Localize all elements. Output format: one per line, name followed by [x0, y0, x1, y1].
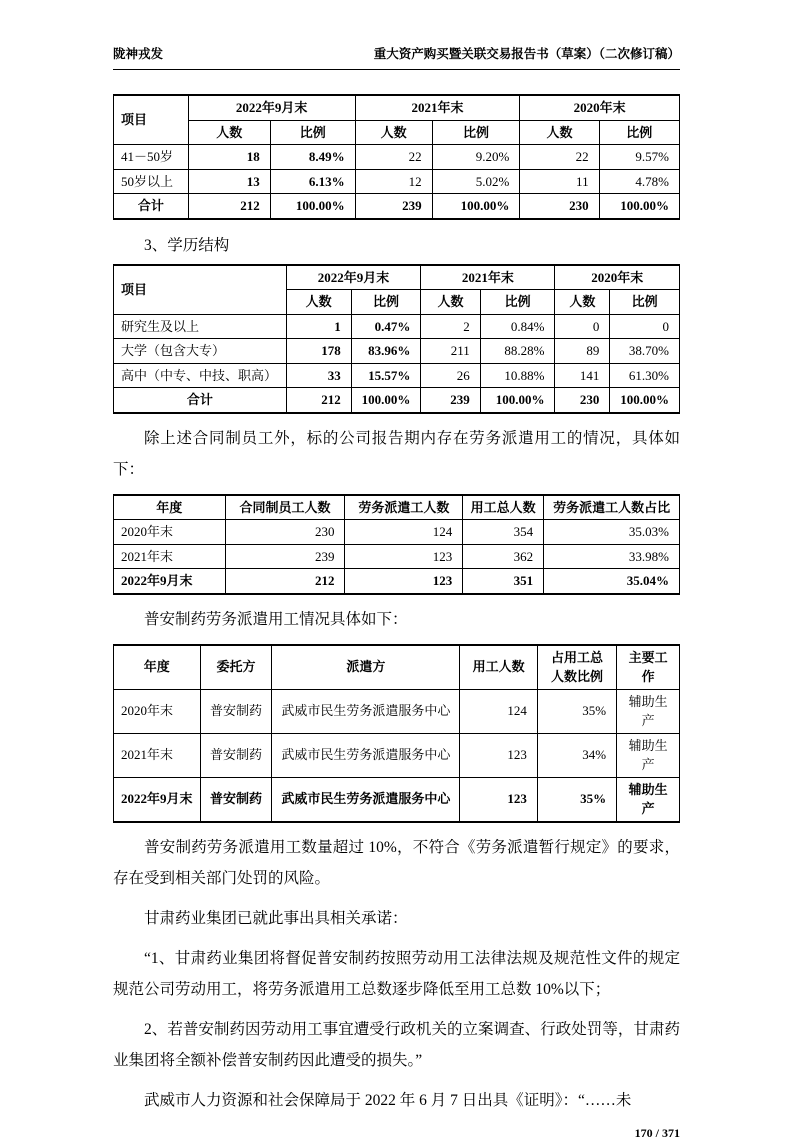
table-cell: 100.00%	[610, 388, 680, 413]
column-header-count: 人数	[286, 290, 351, 315]
table-cell: 辅助生产	[617, 733, 680, 777]
table-cell: 89	[555, 339, 610, 364]
column-header-year: 年度	[114, 645, 201, 690]
table-cell: 普安制药	[200, 777, 272, 822]
table-cell: 35.04%	[544, 569, 680, 594]
column-header-dispatcher: 派遣方	[272, 645, 460, 690]
table-cell: 11	[520, 169, 599, 194]
table-row	[114, 363, 680, 388]
table-cell: 高中（中专、中技、职高）	[114, 363, 287, 388]
table-row	[114, 169, 680, 194]
table-cell: 239	[225, 544, 345, 569]
table-cell: 0	[610, 314, 680, 339]
table-total-row	[114, 388, 680, 413]
table-cell: 211	[421, 339, 480, 364]
table-cell: 18	[188, 145, 270, 170]
paragraph-commitment-1: “1、甘肃药业集团将督促普安制药按照劳动用工法律法规及规范性文件的规定规范公司劳动用工，将劳务派遣用工总数逐步降低至用工总数 10%以下；	[113, 949, 680, 998]
table-cell: 123	[460, 733, 538, 777]
table-cell: 33	[286, 363, 351, 388]
paragraph-risk: 普安制药劳务派遣用工数量超过 10%，不符合《劳务派遣暂行规定》的要求，存在受到相关部门处罚的风险。	[113, 838, 680, 887]
column-header-period-2020: 2020年末	[520, 95, 680, 120]
table-cell: 研究生及以上	[114, 314, 287, 339]
paragraph-commitment-2: 2、若普安制药因劳动用工事宜遭受行政机关的立案调查、行政处罚等，甘肃药业集团将全额补偿普安制药因此遭受的损失。”	[113, 1020, 680, 1069]
table-cell: 230	[555, 388, 610, 413]
table-cell: 41－50岁	[114, 145, 189, 170]
table-cell: 38.70%	[610, 339, 680, 364]
table-header-row	[114, 645, 680, 690]
column-header-item: 项目	[114, 265, 287, 315]
header-company-name: 陇神戎发	[113, 47, 164, 61]
table-cell: 8.49%	[270, 145, 355, 170]
table-cell: 5.02%	[432, 169, 520, 194]
table-cell: 9.57%	[599, 145, 679, 170]
table-cell: 9.20%	[432, 145, 520, 170]
table-cell: 212	[286, 388, 351, 413]
column-header-worker-count: 用工人数	[460, 645, 538, 690]
column-header-ratio: 比例	[432, 120, 520, 145]
table-cell: 2	[421, 314, 480, 339]
table-cell: 合计	[114, 388, 287, 413]
table-cell: 100.00%	[270, 194, 355, 219]
column-header-period-2021: 2021年末	[421, 265, 555, 290]
table-cell: 普安制药	[200, 689, 272, 733]
table-cell: 100.00%	[599, 194, 679, 219]
table-cell: 22	[355, 145, 432, 170]
table-cell: 10.88%	[480, 363, 555, 388]
page-number: 170 / 371	[634, 1125, 680, 1140]
column-header-period-2020: 2020年末	[555, 265, 680, 290]
table-cell: 33.98%	[544, 544, 680, 569]
table-row	[114, 339, 680, 364]
paragraph-dispatch-intro: 除上述合同制员工外，标的公司报告期内存在劳务派遣用工的情况，具体如下：	[113, 429, 680, 478]
column-header-count: 人数	[520, 120, 599, 145]
table-cell: 230	[520, 194, 599, 219]
table-cell: 354	[463, 520, 544, 545]
table-cell: 大学（包含大专）	[114, 339, 287, 364]
paragraph-commitment-intro: 甘肃药业集团已就此事出具相关承诺：	[144, 909, 408, 927]
table-cell: 武威市民生劳务派遣服务中心	[272, 689, 460, 733]
column-header-main-work: 主要工作	[617, 645, 680, 690]
column-header-ratio: 比例	[599, 120, 679, 145]
table-cell: 88.28%	[480, 339, 555, 364]
table-cell: 239	[355, 194, 432, 219]
paragraph-puan-intro: 普安制药劳务派遣用工情况具体如下：	[144, 610, 408, 628]
table-cell: 4.78%	[599, 169, 679, 194]
table-cell: 83.96%	[351, 339, 421, 364]
table-cell: 123	[345, 569, 463, 594]
table-total-row	[114, 194, 680, 219]
table-cell: 35.03%	[544, 520, 680, 545]
table-cell: 0.47%	[351, 314, 421, 339]
table-cell: 212	[188, 194, 270, 219]
table-row	[114, 145, 680, 170]
table-cell: 124	[460, 689, 538, 733]
column-header-ratio: 比例	[270, 120, 355, 145]
age-structure-table	[113, 94, 680, 220]
table-cell: 123	[345, 544, 463, 569]
table-cell: 2022年9月末	[114, 777, 201, 822]
table-cell: 351	[463, 569, 544, 594]
table-cell: 普安制药	[200, 733, 272, 777]
table-cell: 61.30%	[610, 363, 680, 388]
header-document-title: 重大资产购买暨关联交易报告书（草案）（二次修订稿）	[373, 47, 680, 61]
table-row	[114, 314, 680, 339]
column-header-period-2021: 2021年末	[355, 95, 520, 120]
table-cell: 100.00%	[432, 194, 520, 219]
table-cell: 178	[286, 339, 351, 364]
column-header-item: 项目	[114, 95, 189, 145]
table-header-row	[114, 265, 680, 290]
column-header-worker-ratio: 占用工总人数比例	[537, 645, 616, 690]
table-cell: 合计	[114, 194, 189, 219]
table-cell: 辅助生产	[617, 689, 680, 733]
column-header-count: 人数	[421, 290, 480, 315]
table-header-row	[114, 495, 680, 520]
table-cell: 2021年末	[114, 544, 226, 569]
column-header-dispatch-ratio: 劳务派遣工人数占比	[544, 495, 680, 520]
table-cell: 230	[225, 520, 345, 545]
column-header-client: 委托方	[200, 645, 272, 690]
column-header-dispatch-count: 劳务派遣工人数	[345, 495, 463, 520]
table-cell: 100.00%	[480, 388, 555, 413]
column-header-count: 人数	[555, 290, 610, 315]
table-cell: 34%	[537, 733, 616, 777]
table-cell: 35%	[537, 689, 616, 733]
column-header-total-count: 用工总人数	[463, 495, 544, 520]
education-structure-table	[113, 264, 680, 414]
column-header-ratio: 比例	[480, 290, 555, 315]
table-cell: 141	[555, 363, 610, 388]
table-cell: 212	[225, 569, 345, 594]
table-cell: 239	[421, 388, 480, 413]
labor-dispatch-table	[113, 494, 680, 595]
table-cell: 12	[355, 169, 432, 194]
table-header-row	[114, 95, 680, 120]
table-row	[114, 733, 680, 777]
table-cell: 2020年末	[114, 520, 226, 545]
column-header-count: 人数	[355, 120, 432, 145]
table-cell: 100.00%	[351, 388, 421, 413]
paragraph-certificate: 武威市人力资源和社会保障局于 2022 年 6 月 7 日出具《证明》：“……未	[144, 1091, 632, 1109]
table-cell: 2020年末	[114, 689, 201, 733]
table-total-row	[114, 569, 680, 594]
table-cell: 1	[286, 314, 351, 339]
column-header-contract-count: 合同制员工人数	[225, 495, 345, 520]
table-cell: 362	[463, 544, 544, 569]
table-cell: 0.84%	[480, 314, 555, 339]
table-cell: 2021年末	[114, 733, 201, 777]
table-cell: 武威市民生劳务派遣服务中心	[272, 777, 460, 822]
table-cell: 辅助生产	[617, 777, 680, 822]
column-header-year: 年度	[114, 495, 226, 520]
table-cell: 2022年9月末	[114, 569, 226, 594]
table-cell: 35%	[537, 777, 616, 822]
table-cell: 124	[345, 520, 463, 545]
column-header-count: 人数	[188, 120, 270, 145]
table-row	[114, 520, 680, 545]
table-cell: 26	[421, 363, 480, 388]
table-cell: 15.57%	[351, 363, 421, 388]
table-cell: 22	[520, 145, 599, 170]
column-header-ratio: 比例	[610, 290, 680, 315]
column-header-period-2022: 2022年9月末	[188, 95, 355, 120]
section-heading: 3、学历结构	[144, 236, 230, 254]
document-header	[113, 44, 680, 70]
table-cell: 50岁以上	[114, 169, 189, 194]
table-row	[114, 689, 680, 733]
column-header-period-2022: 2022年9月末	[286, 265, 421, 290]
table-cell: 13	[188, 169, 270, 194]
table-cell: 6.13%	[270, 169, 355, 194]
table-subheader-row	[114, 120, 680, 145]
table-cell: 0	[555, 314, 610, 339]
table-row	[114, 544, 680, 569]
table-total-row	[114, 777, 680, 822]
table-cell: 123	[460, 777, 538, 822]
puan-dispatch-table	[113, 644, 680, 823]
table-cell: 武威市民生劳务派遣服务中心	[272, 733, 460, 777]
column-header-ratio: 比例	[351, 290, 421, 315]
